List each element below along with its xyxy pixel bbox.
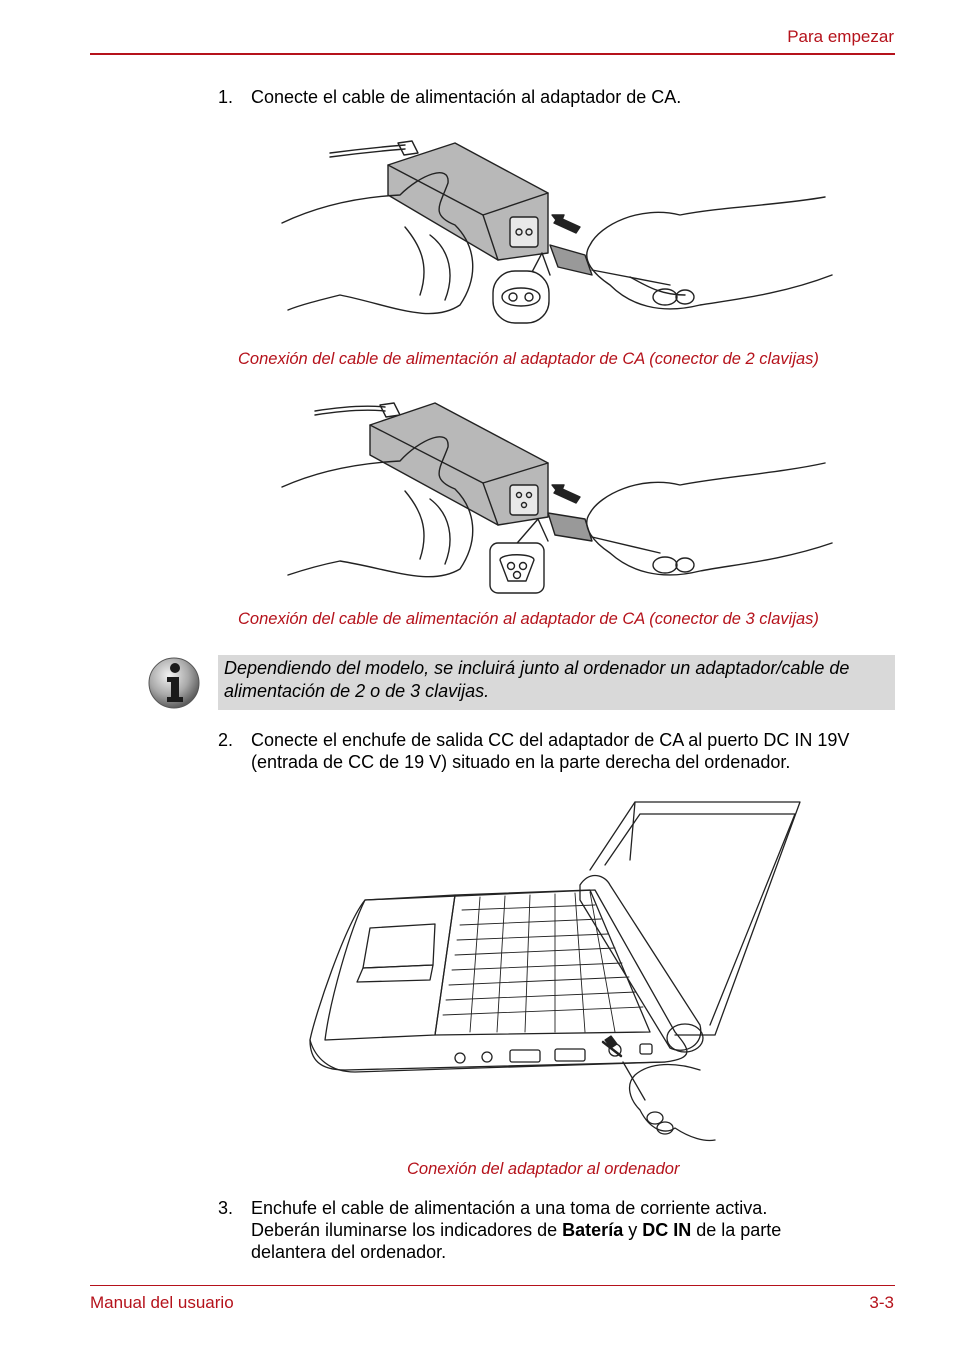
header-rule	[90, 53, 895, 55]
info-icon	[146, 655, 202, 711]
step-text: Conecte el cable de alimentación al adaptador de CA.	[251, 87, 682, 107]
header-section-title: Para empezar	[787, 27, 894, 46]
step-text: Conecte el enchufe de salida CC del adaptador de CA al puerto DC IN 19V (entrada de CC de 19 V) situado en la parte derecha del ordenador.	[251, 730, 850, 772]
step-2	[218, 729, 898, 773]
caption-text: Conexión del cable de alimentación al adaptador de CA (conector de 3 clavijas)	[238, 610, 819, 628]
dc-in-label: DC IN	[642, 1220, 692, 1240]
step-text-line3: delantera del ordenador.	[251, 1242, 447, 1262]
footer-page-number: 3-3	[869, 1293, 894, 1312]
adapter-3pin-illustration	[280, 395, 840, 595]
footer-rule	[90, 1285, 895, 1286]
step-number: 1.	[218, 87, 234, 107]
step-number: 2.	[218, 730, 234, 750]
caption-text: Conexión del adaptador al ordenador	[407, 1160, 680, 1178]
step-3	[218, 1197, 898, 1263]
note-text: Dependiendo del modelo, se incluirá junto al ordenador un adaptador/cable de alimentación de 2 o de 3 clavijas.	[224, 658, 850, 701]
step-text-line1: Enchufe el cable de alimentación a una toma de corriente activa.	[251, 1198, 768, 1218]
step-number: 3.	[218, 1198, 234, 1218]
step-1	[218, 86, 898, 108]
laptop-dc-in-illustration	[305, 800, 805, 1145]
step-text-mid: y	[623, 1220, 643, 1240]
footer-manual-title: Manual del usuario	[90, 1293, 234, 1312]
battery-label: Batería	[562, 1220, 624, 1240]
step-text	[251, 1197, 898, 1263]
step-text-post: de la parte	[691, 1220, 782, 1240]
step-text-pre: Deberán iluminarse los indicadores de	[251, 1220, 563, 1240]
adapter-2pin-illustration	[280, 135, 840, 335]
caption-text: Conexión del cable de alimentación al adaptador de CA (conector de 2 clavijas)	[238, 350, 819, 368]
